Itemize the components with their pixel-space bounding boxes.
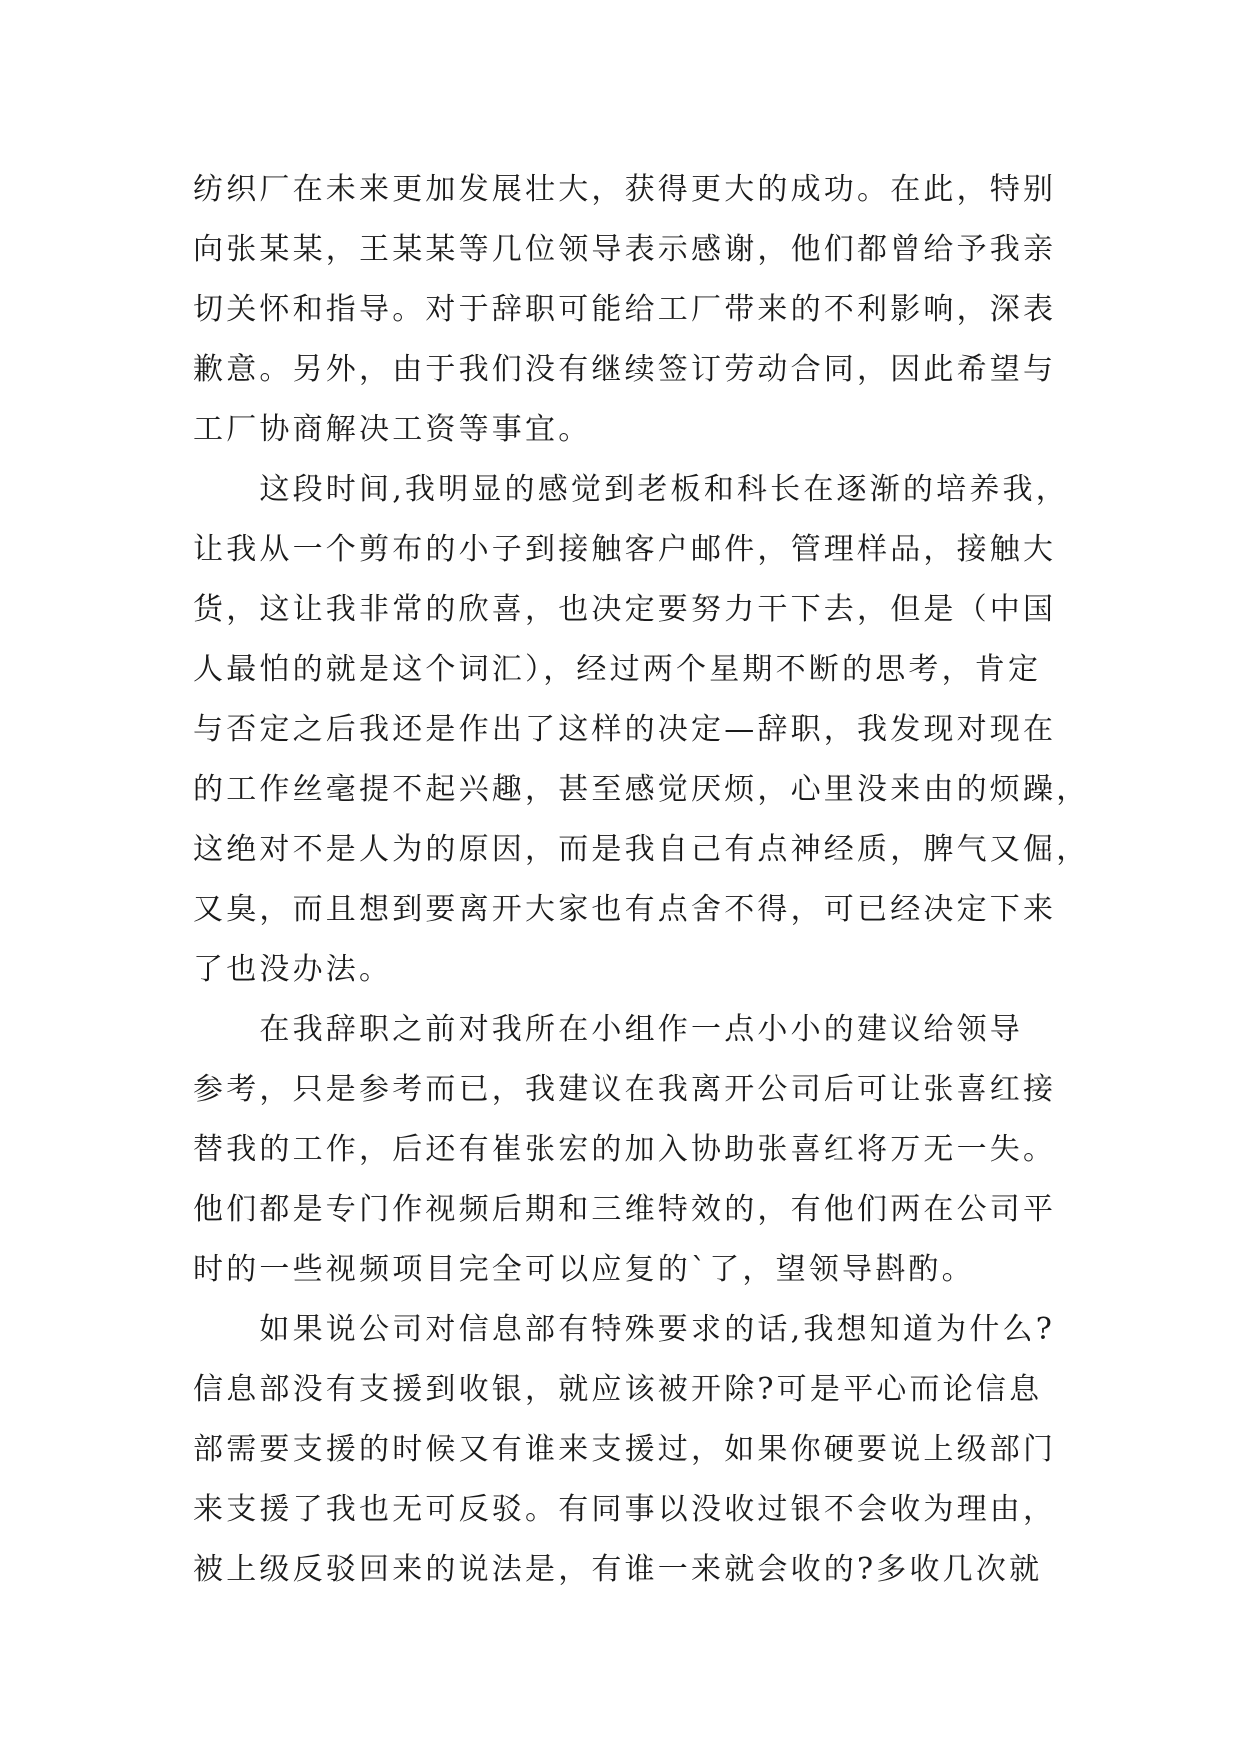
text-line: 来支援了我也无可反驳。有同事以没收过银不会收为理由， [193, 1492, 1057, 1527]
text-line: 参考，只是参考而已，我建议在我离开公司后可让张喜红接 [193, 1072, 1057, 1107]
text-line: 又臭，而且想到要离开大家也有点舍不得，可已经决定下来 [193, 892, 1057, 927]
text-line: 切关怀和指导。对于辞职可能给工厂带来的不利影响，深表 [193, 292, 1057, 327]
text-line: 被上级反驳回来的说法是，有谁一来就会收的?多收几次就 [193, 1552, 1043, 1587]
document-body [193, 160, 1093, 1600]
text-line: 的工作丝毫提不起兴趣，甚至感觉厌烦，心里没来由的烦躁， [193, 772, 1090, 807]
text-line: 人最怕的就是这个词汇），经过两个星期不断的思考，肯定 [193, 652, 1042, 687]
paragraph-3 [193, 1000, 1093, 1300]
text-line: 部需要支援的时候又有谁来支援过，如果你硬要说上级部门 [193, 1432, 1057, 1467]
text-line: 货，这让我非常的欣喜，也决定要努力干下去，但是（中国 [193, 592, 1057, 627]
text-line: 他们都是专门作视频后期和三维特效的，有他们两在公司平 [193, 1192, 1057, 1227]
paragraph-2 [193, 460, 1093, 1000]
text-line: 信息部没有支援到收银，就应该被开除?可是平心而论信息 [193, 1372, 1043, 1407]
paragraph-1 [193, 160, 1093, 460]
text-line: 与否定之后我还是作出了这样的决定—辞职，我发现对现在 [193, 712, 1057, 747]
text-line: 如果说公司对信息部有特殊要求的话,我想知道为什么? [193, 1312, 1056, 1347]
text-line: 这段时间,我明显的感觉到老板和科长在逐渐的培养我， [193, 472, 1069, 507]
paragraph-4 [193, 1300, 1093, 1600]
text-line: 替我的工作，后还有崔张宏的加入协助张喜红将万无一失。 [193, 1132, 1057, 1167]
text-line: 向张某某，王某某等几位领导表示感谢，他们都曾给予我亲 [193, 232, 1057, 267]
text-line: 工厂协商解决工资等事宜。 [193, 412, 592, 447]
text-line: 时的一些视频项目完全可以应复的`了，望领导斟酌。 [193, 1252, 975, 1287]
text-line: 让我从一个剪布的小子到接触客户邮件，管理样品，接触大 [193, 532, 1057, 567]
text-line: 在我辞职之前对我所在小组作一点小小的建议给领导 [193, 1012, 1023, 1047]
text-line: 歉意。另外，由于我们没有继续签订劳动合同，因此希望与 [193, 352, 1057, 387]
text-line: 纺织厂在未来更加发展壮大，获得更大的成功。在此，特别 [193, 172, 1057, 207]
text-line: 了也没办法。 [193, 952, 393, 987]
text-line: 这绝对不是人为的原因，而是我自己有点神经质，脾气又倔， [193, 832, 1090, 867]
